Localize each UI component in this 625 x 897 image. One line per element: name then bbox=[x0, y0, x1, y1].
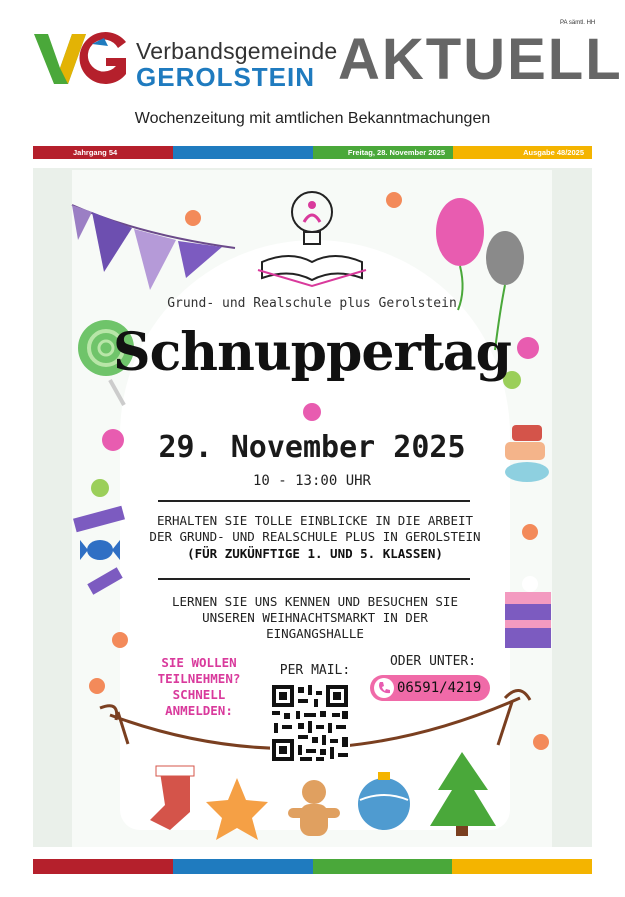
info-text-2-line2: UNSEREN WEIHNACHTSMARKT IN DER bbox=[202, 610, 428, 625]
divider bbox=[158, 500, 470, 502]
phone-icon bbox=[374, 678, 394, 698]
phone-pill[interactable] bbox=[370, 675, 490, 701]
event-time: 10 - 13:00 UHR bbox=[252, 473, 371, 489]
issue-date: Freitag, 28. November 2025 bbox=[313, 146, 453, 159]
issue-volume: Jahrgang 54 bbox=[33, 146, 173, 159]
signup-line4: ANMELDEN: bbox=[165, 703, 233, 718]
info-text-2-line3: EINGANGSHALLE bbox=[266, 626, 364, 641]
lightbulb-book-icon bbox=[258, 192, 366, 286]
signup-line1: SIE WOLLEN bbox=[161, 655, 237, 670]
publication-title: AKTUELL bbox=[338, 27, 623, 92]
stocking-icon bbox=[150, 766, 194, 830]
bar-blue bbox=[173, 859, 313, 874]
info-text-2 bbox=[120, 594, 510, 642]
bar-red bbox=[33, 859, 173, 874]
tagline: Wochenzeitung mit amtlichen Bekanntmachungen bbox=[134, 110, 491, 127]
bar-yellow bbox=[452, 859, 592, 874]
event-date: 29. November 2025 bbox=[158, 430, 466, 465]
signup-text bbox=[146, 655, 252, 719]
org-name-line1: Verbandsgemeinde bbox=[136, 38, 338, 64]
bunting-icon bbox=[72, 205, 235, 290]
info-text-2-line1: LERNEN SIE UNS KENNEN UND BESUCHEN SIE bbox=[172, 594, 458, 609]
signup-line2: TEILNEHMEN? bbox=[157, 671, 241, 686]
signup-line3: SCHNELL bbox=[172, 687, 226, 702]
tree-icon bbox=[430, 752, 496, 836]
star-icon bbox=[206, 778, 268, 840]
poster-title: Schnuppertag bbox=[113, 322, 511, 383]
info-text-1-line2: DER GRUND- UND REALSCHULE PLUS IN GEROLSTEIN bbox=[149, 529, 481, 544]
oder-unter-label: ODER UNTER: bbox=[389, 654, 477, 669]
cake-icon bbox=[505, 576, 551, 648]
phone-number: 06591/4219 bbox=[397, 680, 482, 696]
postal-note: PA sämtl. HH bbox=[560, 20, 596, 26]
info-text-1 bbox=[120, 513, 510, 545]
school-name: Grund- und Realschule plus Gerolstein bbox=[167, 296, 457, 311]
org-name-line2: GEROLSTEIN bbox=[136, 62, 316, 92]
issue-number: Ausgabe 48/2025 bbox=[453, 146, 592, 159]
gingerbread-icon bbox=[288, 780, 340, 836]
per-mail-label: PER MAIL: bbox=[279, 663, 351, 678]
info-text-1-line3: (FÜR ZUKÜNFTIGE 1. UND 5. KLASSEN) bbox=[187, 546, 443, 561]
divider bbox=[158, 578, 470, 580]
info-text-1-line1: ERHALTEN SIE TOLLE EINBLICKE IN DIE ARBEIT bbox=[156, 513, 474, 528]
qr-code[interactable] bbox=[270, 683, 350, 763]
bar-green bbox=[313, 859, 453, 874]
ornament-icon bbox=[358, 772, 410, 830]
candy-icon bbox=[73, 506, 125, 595]
footer-color-bar bbox=[33, 859, 592, 874]
